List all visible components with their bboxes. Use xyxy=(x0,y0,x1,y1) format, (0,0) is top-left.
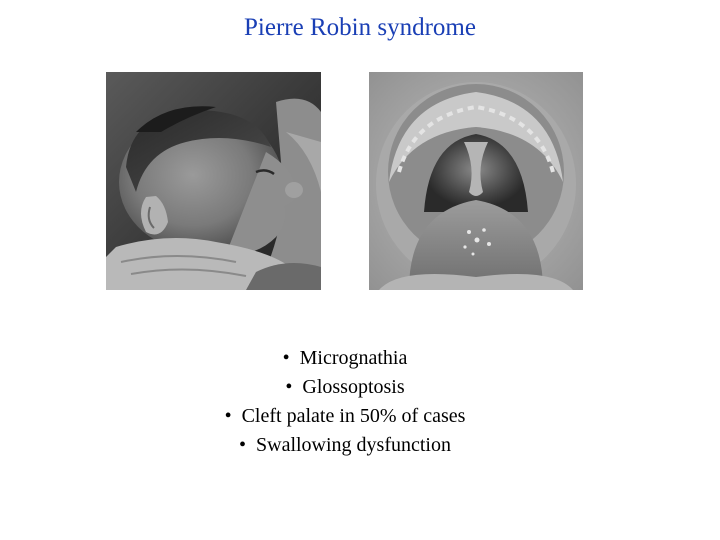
bullet-mark: • xyxy=(224,405,232,427)
list-item xyxy=(0,431,690,460)
list-item xyxy=(0,373,690,402)
slide-title: Pierre Robin syndrome xyxy=(244,14,476,41)
bullet-list xyxy=(0,344,690,460)
bullet-mark: • xyxy=(238,434,246,456)
bullet-text: Swallowing dysfunction xyxy=(256,434,451,456)
bullet-mark: • xyxy=(282,347,290,369)
list-item xyxy=(0,402,690,431)
bullet-text: Micrognathia xyxy=(299,347,408,369)
list-item xyxy=(0,344,690,373)
infant-profile-photo xyxy=(106,72,321,290)
bullet-text: Cleft palate in 50% of cases xyxy=(241,405,466,427)
bullet-text: Glossoptosis xyxy=(302,376,405,398)
open-mouth-palate-photo xyxy=(369,72,583,290)
bullet-mark: • xyxy=(285,376,293,398)
